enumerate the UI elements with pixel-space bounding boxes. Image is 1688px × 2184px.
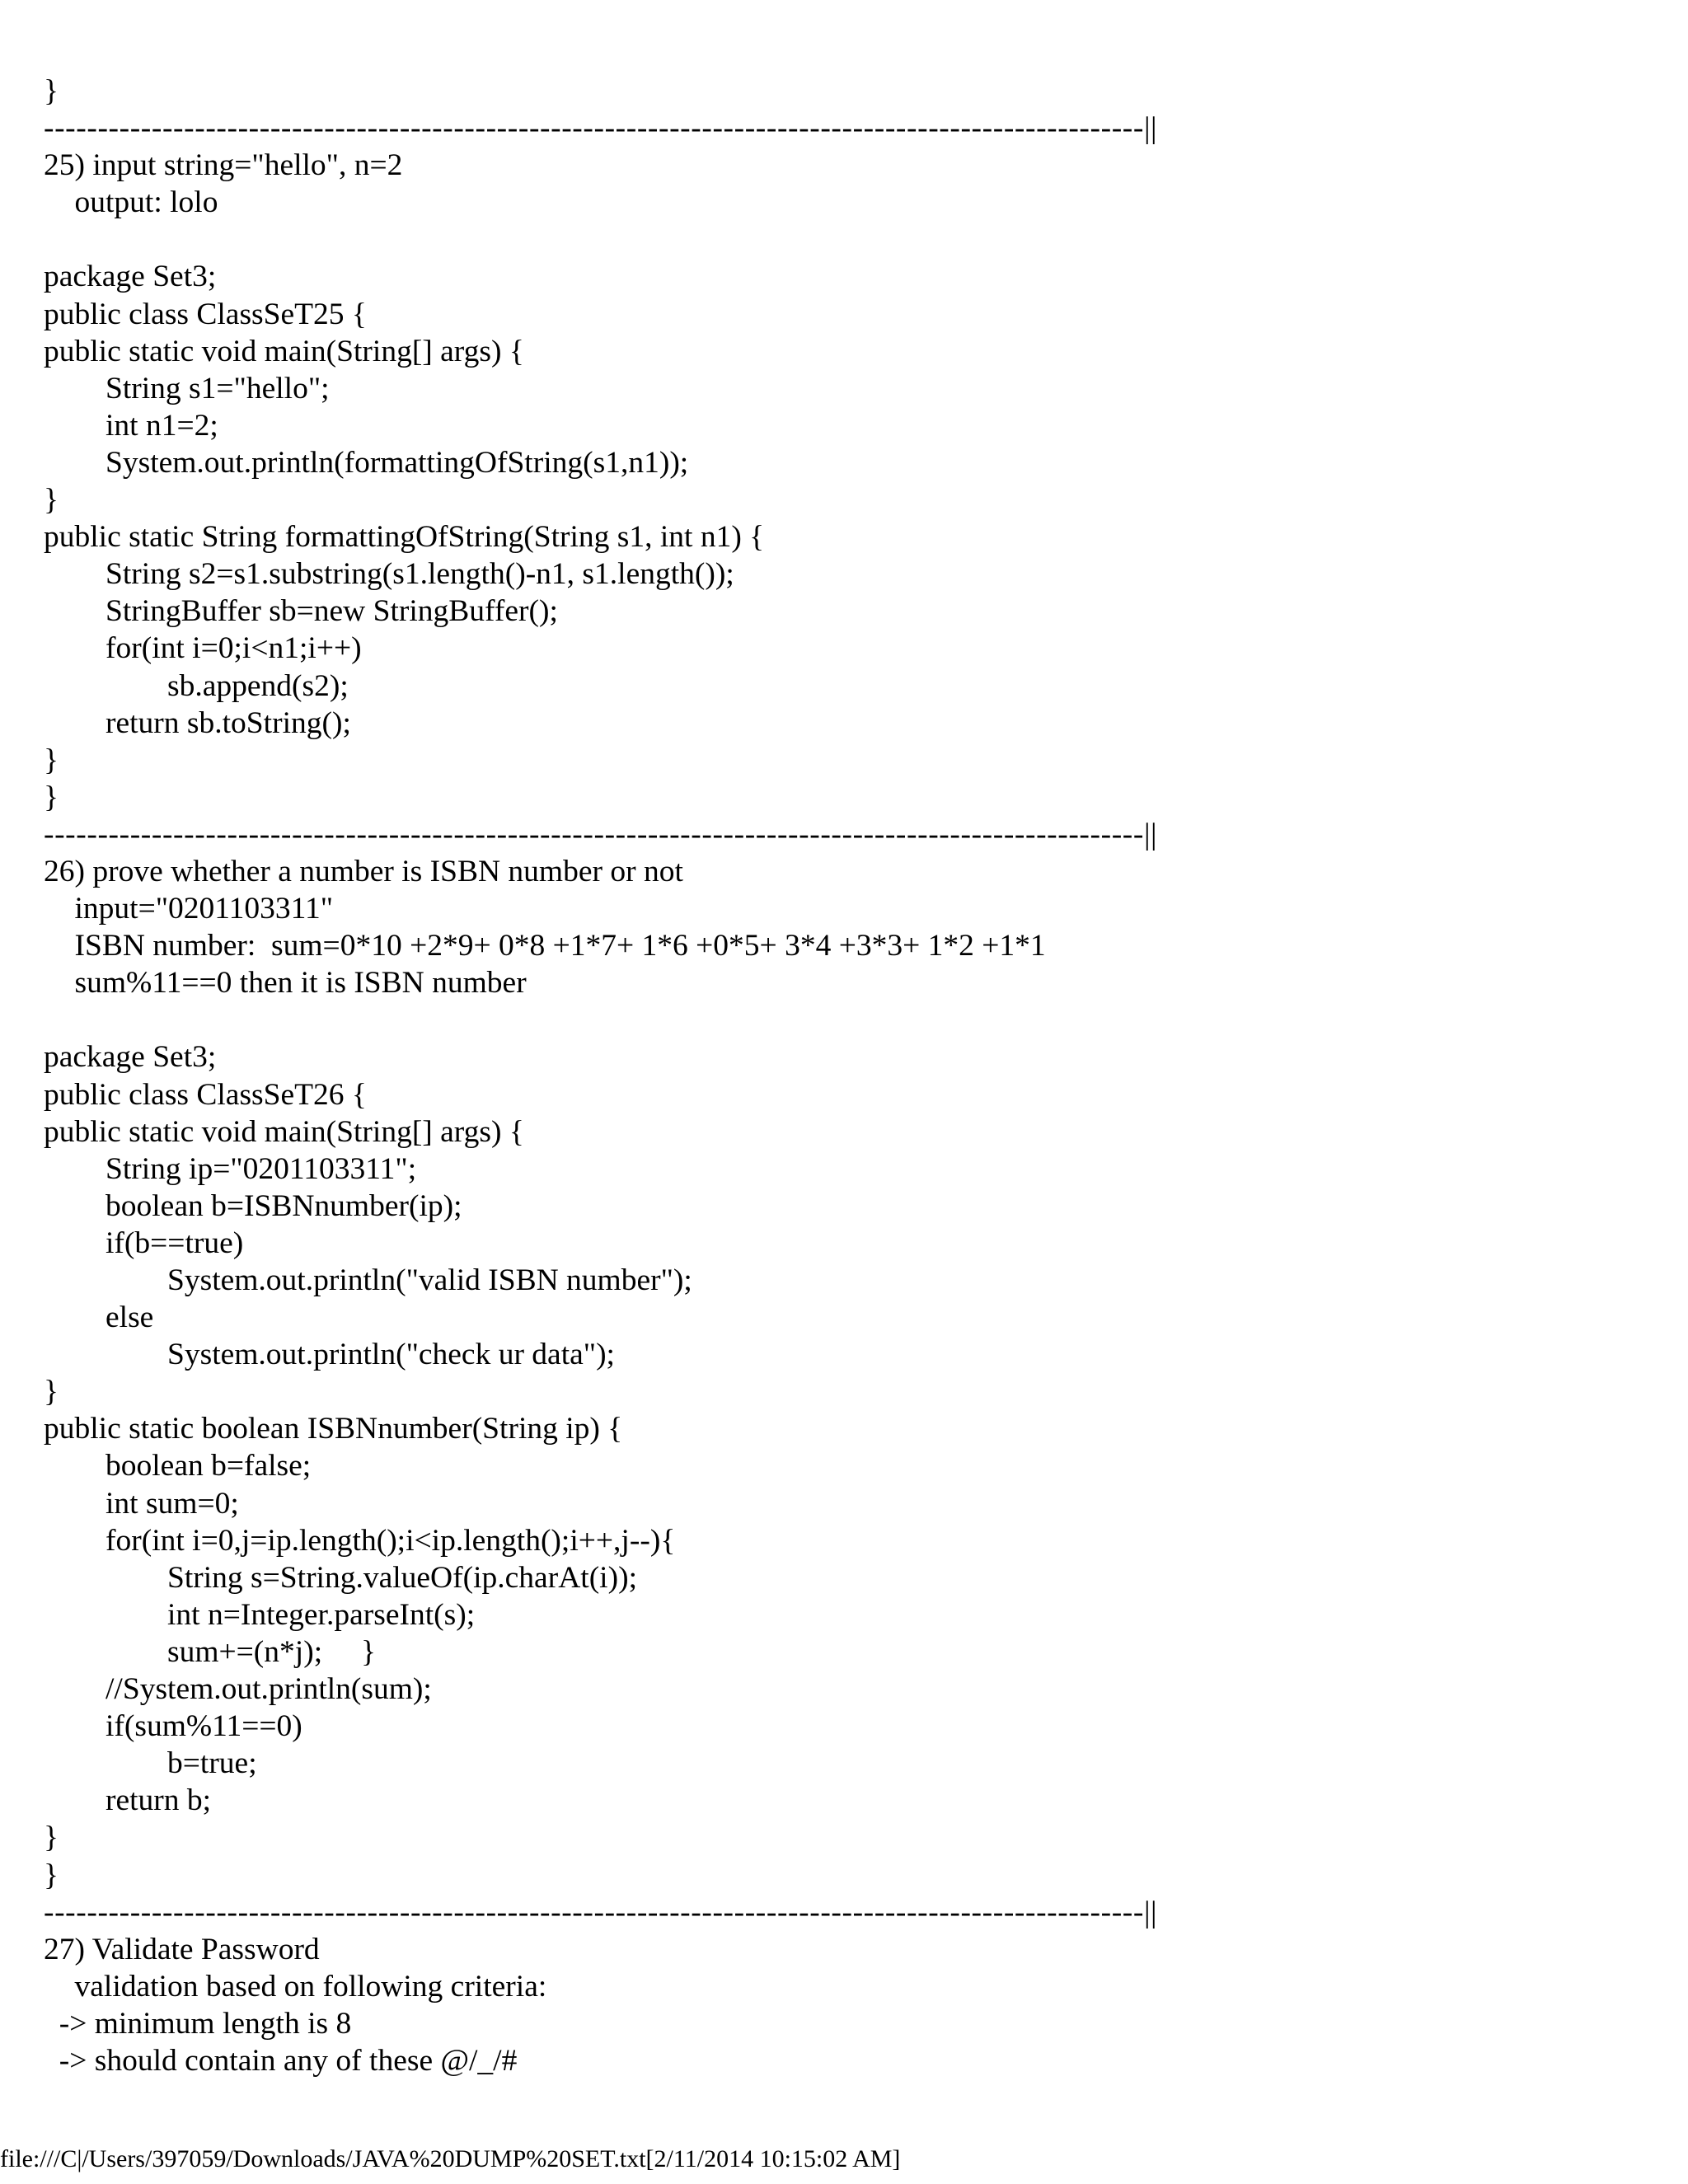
text-line: public static void main(String[] args) {	[44, 334, 524, 368]
text-line: int sum=0;	[44, 1486, 239, 1521]
text-line: int n1=2;	[44, 408, 218, 443]
text-line: if(sum%11==0)	[44, 1709, 302, 1744]
text-line: package Set3;	[44, 260, 217, 294]
separator-line: ------------------------------------------------------------------------------------------------------||	[44, 817, 1158, 851]
text-line: output: lolo	[44, 185, 218, 220]
blank-line	[44, 221, 1676, 258]
text-line: ISBN number: sum=0*10 +2*9+ 0*8 +1*7+ 1*6 +0*5+ 3*4 +3*3+ 1*2 +1*1	[44, 929, 1046, 963]
text-line: }	[44, 743, 59, 777]
text-line: //System.out.println(sum);	[44, 1672, 432, 1707]
text-line: public class ClassSeT25 {	[44, 297, 367, 331]
text-line: 26) prove whether a number is ISBN number or not	[44, 854, 683, 888]
text-line: }	[44, 483, 59, 518]
text-line: String s1="hello";	[44, 371, 330, 405]
text-line: public class ClassSeT26 {	[44, 1077, 367, 1112]
text-line: sum%11==0 then it is ISBN number	[44, 966, 527, 1001]
text-line: b=true;	[44, 1746, 257, 1781]
text-line: if(b==true)	[44, 1226, 244, 1260]
text-line: public static void main(String[] args) {	[44, 1114, 524, 1149]
text-line: }	[44, 1821, 59, 1855]
text-line: for(int i=0;i<n1;i++)	[44, 631, 362, 666]
document-text	[44, 73, 1676, 2079]
separator-line: ------------------------------------------------------------------------------------------------------||	[44, 111, 1158, 146]
separator-line: ------------------------------------------------------------------------------------------------------||	[44, 1895, 1158, 1929]
text-line: }	[44, 780, 59, 814]
text-line: else	[44, 1301, 154, 1335]
blank-line	[44, 1001, 1676, 1038]
text-line: }	[44, 74, 59, 108]
text-line: input="0201103311"	[44, 892, 334, 926]
text-line: for(int i=0,j=ip.length();i<ip.length();i++,j--){	[44, 1523, 676, 1558]
page-footer-url: file:///C|/Users/397059/Downloads/JAVA%20DUMP%20SET.txt[2/11/2014 10:15:02 AM]	[0, 2145, 901, 2172]
text-line: String s2=s1.substring(s1.length()-n1, s1.length());	[44, 557, 734, 592]
text-line: }	[44, 1858, 59, 1892]
text-line: public static boolean ISBNnumber(String ip) {	[44, 1412, 623, 1446]
text-line: System.out.println("valid ISBN number");	[44, 1263, 692, 1297]
text-line: StringBuffer sb=new StringBuffer();	[44, 594, 558, 629]
text-line: return b;	[44, 1783, 212, 1818]
text-line: public static String formattingOfString(String s1, int n1) {	[44, 520, 765, 555]
text-line: boolean b=false;	[44, 1449, 312, 1483]
text-line: 27) Validate Password	[44, 1932, 320, 1966]
text-line: String s=String.valueOf(ip.charAt(i));	[44, 1560, 637, 1595]
text-line: validation based on following criteria:	[44, 1969, 547, 2004]
text-line: boolean b=ISBNnumber(ip);	[44, 1188, 462, 1223]
text-line: package Set3;	[44, 1040, 217, 1075]
text-line: }	[44, 1375, 59, 1409]
text-line: sum+=(n*j); }	[44, 1634, 376, 1669]
text-line: System.out.println(formattingOfString(s1,n1));	[44, 445, 689, 480]
text-line: -> should contain any of these @/_/#	[44, 2043, 518, 2078]
text-line: sb.append(s2);	[44, 668, 349, 703]
text-line: 25) input string="hello", n=2	[44, 148, 403, 183]
text-line: return sb.toString();	[44, 705, 351, 740]
text-line: -> minimum length is 8	[44, 2006, 352, 2041]
text-line: int n=Integer.parseInt(s);	[44, 1597, 476, 1632]
text-line: String ip="0201103311";	[44, 1151, 417, 1186]
text-line: System.out.println("check ur data");	[44, 1338, 615, 1372]
